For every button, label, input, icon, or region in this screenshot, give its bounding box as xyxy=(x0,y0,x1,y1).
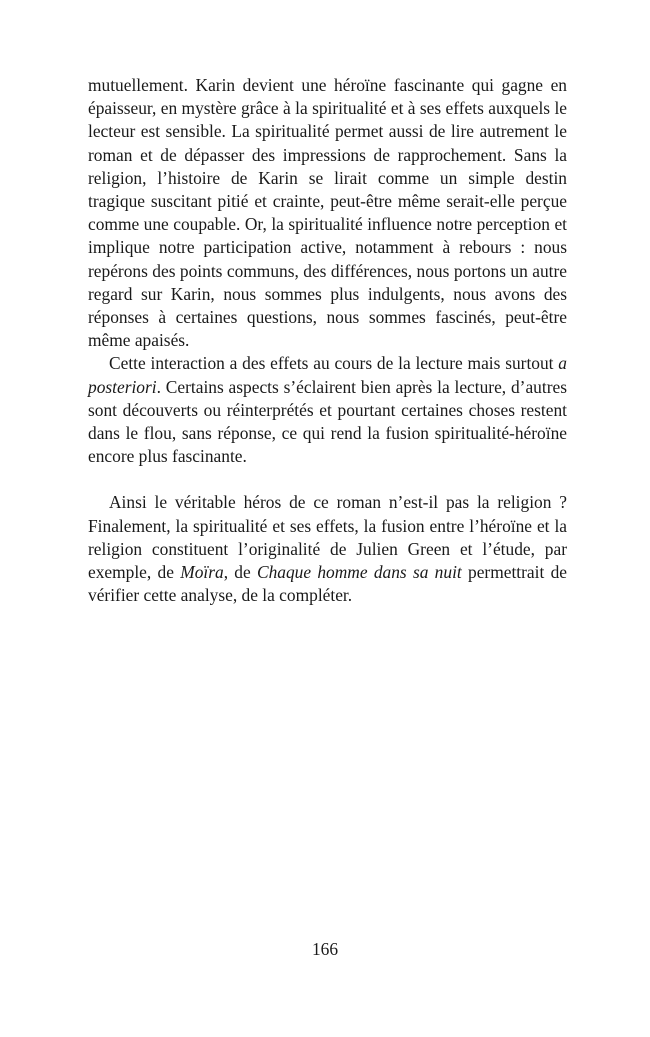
paragraph-3 xyxy=(88,491,567,607)
paragraph-1-text: mutuellement. Karin devient une héroïne fascinante qui gagne en épaisseur, en mystère grâce à la spiritualité et à ses effets auxquels le lecteur est sensible. La spiritualité permet aussi de lire autrement le roman et de dépasser des impressions de rapprochement. Sans la religion, l’histoire de Karin se lirait comme un simple destin tragique suscitant pitié et crainte, peut-être même serait-elle perçue comme une coupable. Or, la spiritualité influence notre perception et implique notre participation active, notamment à rebours : nous repérons des points communs, des différences, nous portons un autre regard sur Karin, nous sommes plus indulgents, nous avons des réponses à certaines questions, nous sommes fascinés, peut-être même apaisés. xyxy=(88,75,567,351)
page-body xyxy=(88,74,567,607)
paragraph-3-text-end: permettrait de vérifier cette analyse, de la compléter. xyxy=(88,562,567,606)
paragraph-1 xyxy=(88,74,567,352)
page-number: 166 xyxy=(311,939,339,959)
italic-title-moira: Moïra xyxy=(180,562,224,583)
paragraph-2-text-end: . Certains aspects s’éclairent bien après la lecture, d’autres sont découverts ou réinterprétés et pourtant certaines choses restent dans le flou, sans réponse, ce qui rend la fusion spiritualité-héroïne encore plus fascinante. xyxy=(88,376,567,467)
italic-title-chaque-homme: Chaque homme dans sa nuit xyxy=(256,562,462,583)
paragraph-2-text-start: Cette interaction a des effets au cours de la lecture mais surtout xyxy=(109,353,559,374)
paragraph-3-text-mid: , de xyxy=(223,562,257,583)
italic-a-posteriori: a posteriori xyxy=(88,353,567,397)
paragraph-3-text-start: Ainsi le véritable héros de ce roman n’est-il pas la religion ? Finalement, la spiritualité et ses effets, la fusion entre l’héroïne et la religion constituent l’originalité de Julien Green et l’étude, par exemple, de xyxy=(88,492,567,583)
paragraph-2 xyxy=(88,352,567,468)
